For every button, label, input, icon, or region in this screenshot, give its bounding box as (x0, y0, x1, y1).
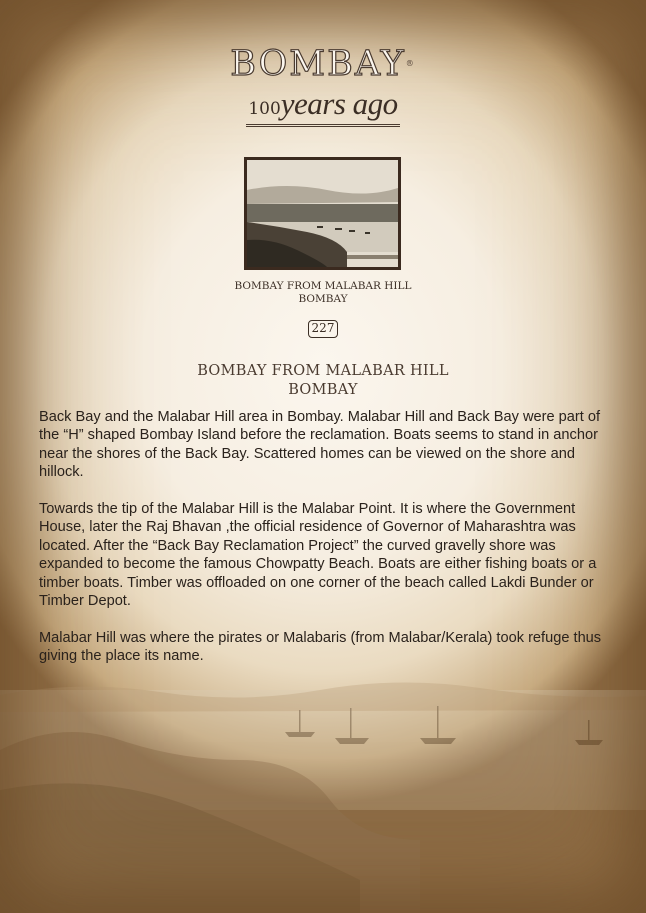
article-paragraph: Malabar Hill was where the pirates or Malabaris (from Malabar/Kerala) took refuge thus giving the place its name. (39, 629, 602, 665)
photo-caption-line2: BOMBAY (298, 293, 348, 305)
article-heading-line2: BOMBAY (288, 382, 358, 398)
article-heading-line1: BOMBAY FROM MALABAR HILL (197, 363, 449, 379)
photo-caption (0, 280, 646, 306)
photo-caption-line1: BOMBAY FROM MALABAR HILL (234, 280, 412, 292)
article-body (39, 408, 614, 684)
subtitle-number: 100 (248, 99, 281, 119)
page-number-badge: 227 (308, 320, 338, 338)
article-paragraph: Back Bay and the Malabar Hill area in Bombay. Malabar Hill and Back Bay were part of the “H” shaped Bombay Island before the reclamation. Boats seems to stand in anchor near the shores of the Back Bay. Scattered homes can be viewed on the shore and hillock. (39, 409, 601, 481)
subtitle-text: years ago (280, 86, 398, 121)
masthead-subtitle (246, 86, 399, 127)
article-heading (0, 362, 646, 400)
article-paragraph: Towards the tip of the Malabar Hill is the Malabar Point. It is where the Government House, later the Raj Bhavan ,the official residence of Governor of Maharashtra was located. After the “Back Bay Reclamation Project” the curved gravelly shore was expanded to become the famous Chowpatty Beach. Boats are either fishing boats or a timber boats. Timber was offloaded on one corner of the beach called Lakdi Bunder or Timber Depot. (39, 501, 597, 610)
photo-image (247, 160, 398, 267)
brand-logo: BOMBAY® (230, 44, 416, 84)
archival-photo (244, 157, 401, 270)
masthead (0, 44, 646, 127)
